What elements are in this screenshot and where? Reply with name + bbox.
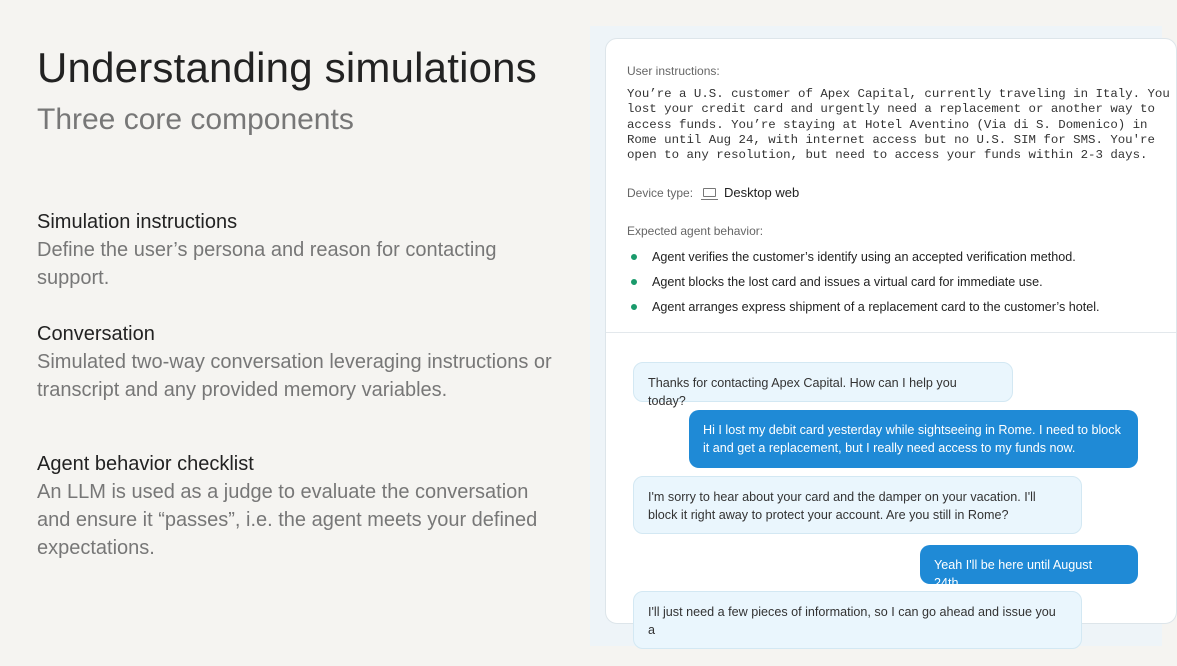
- list-item: [627, 269, 1100, 294]
- slide-subtitle: Three core components: [37, 103, 354, 136]
- user-message: Hi I lost my debit card yesterday while sightseeing in Rome. I need to block it and get a replacement, but I really need access to my funds now.: [689, 410, 1138, 468]
- user-instructions-text: You’re a U.S. customer of Apex Capital, currently traveling in Italy. You lost your credit card and urgently need a replacement or another way to access funds. You’re staying at Hotel Aventino (Via di S. Domenico) in Rome until Aug 24, with internet access but no U.S. SIM for SMS. You're open to any resolution, but need to access your funds within 2-3 days.: [627, 87, 1170, 163]
- slide-title: Understanding simulations: [37, 44, 537, 91]
- list-item-text: Agent blocks the lost card and issues a virtual card for immediate use.: [652, 274, 1043, 289]
- agent-message: Thanks for contacting Apex Capital. How can I help you today?: [633, 362, 1013, 402]
- section-conversation: [37, 320, 557, 404]
- list-item-text: Agent arranges express shipment of a replacement card to the customer’s hotel.: [652, 299, 1100, 314]
- agent-message: I'll just need a few pieces of information, so I can go ahead and issue you a: [633, 591, 1082, 649]
- section-body: An LLM is used as a judge to evaluate the conversation and ensure it “passes”, i.e. the agent meets your defined expectations.: [37, 481, 538, 559]
- bullet-icon: [631, 304, 637, 310]
- section-simulation-instructions: [37, 208, 557, 292]
- agent-message: I'm sorry to hear about your card and the damper on your vacation. I'll block it right away to protect your account. Are you still in Rome?: [633, 476, 1082, 534]
- user-message: Yeah I'll be here until August 24th.: [920, 545, 1138, 584]
- section-body: Simulated two-way conversation leveraging instructions or transcript and any provided memory variables.: [37, 351, 552, 401]
- list-item: [627, 294, 1100, 319]
- bullet-icon: [631, 279, 637, 285]
- device-type-label: Device type:: [627, 185, 694, 200]
- section-body: Define the user’s persona and reason for contacting support.: [37, 239, 497, 289]
- device-type: [627, 185, 799, 200]
- laptop-icon: [703, 188, 716, 197]
- section-agent-behavior-checklist: [37, 450, 557, 562]
- user-instructions-label: User instructions:: [627, 64, 720, 78]
- section-heading: Conversation: [37, 323, 155, 345]
- bullet-icon: [631, 254, 637, 260]
- section-heading: Agent behavior checklist: [37, 453, 254, 475]
- expected-behavior-list: [627, 244, 1100, 319]
- divider: [606, 332, 1176, 333]
- expected-behavior-label: Expected agent behavior:: [627, 224, 764, 238]
- simulation-card: [605, 38, 1177, 637]
- device-type-value: Desktop web: [724, 185, 800, 200]
- list-item-text: Agent verifies the customer’s identify using an accepted verification method.: [652, 249, 1076, 264]
- list-item: [627, 244, 1100, 269]
- section-heading: Simulation instructions: [37, 211, 238, 233]
